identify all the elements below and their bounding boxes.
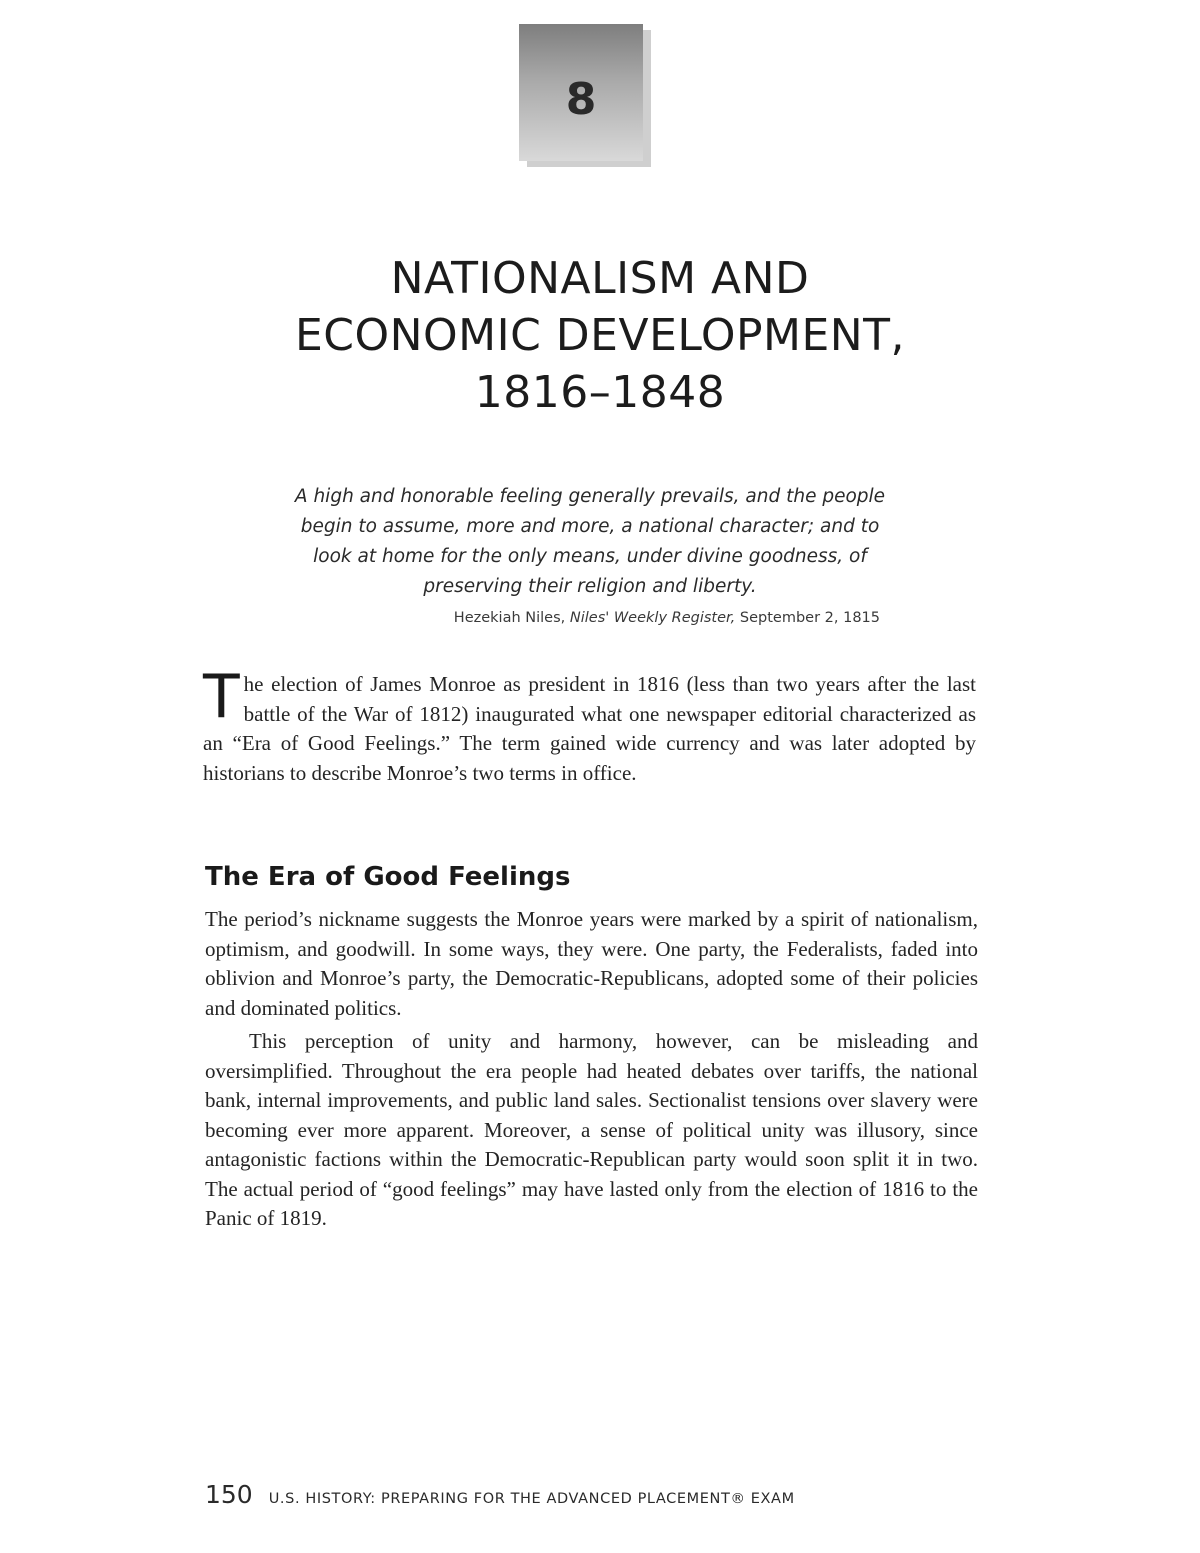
epigraph-line-2: begin to assume, more and more, a national character; and to: [300, 516, 880, 537]
chapter-number-box: [519, 24, 643, 161]
chapter-number: 8: [565, 74, 597, 125]
intro-text: he election of James Monroe as president in 1816 (less than two years after the last battle of the War of 1812) inaugurated what one newspaper editorial characterized as an “Era of Good Feelings.” The term gained wide currency and was later adopted by historians to describe Monroe’s two terms in office.: [203, 672, 976, 785]
chapter-title-line-2: ECONOMIC DEVELOPMENT,: [294, 310, 906, 361]
chapter-title-line-1: NATIONALISM AND: [390, 253, 810, 304]
attribution-date: September 2, 1815: [735, 610, 880, 626]
chapter-title: [0, 250, 1200, 421]
epigraph-line-4: preserving their religion and liberty.: [423, 576, 757, 597]
section-heading: The Era of Good Feelings: [205, 862, 571, 892]
epigraph-quote: [230, 482, 950, 602]
drop-cap: T: [203, 662, 240, 732]
epigraph-line-1: A high and honorable feeling generally prevails, and the people: [294, 486, 886, 507]
chapter-title-line-3: 1816–1848: [474, 367, 726, 418]
section-paragraph-1: The period’s nickname suggests the Monroe years were marked by a spirit of nationalism, optimism, and goodwill. In some ways, they were. One party, the Federalists, faded into oblivion and Monroe’s party, the Democratic-Republicans, adopted some of their policies and dominated politics.: [205, 907, 978, 1020]
section-body: [205, 905, 978, 1234]
epigraph-line-3: look at home for the only means, under divine goodness, of: [313, 546, 867, 567]
epigraph-attribution: [380, 610, 880, 626]
page-footer: [205, 1480, 795, 1509]
attribution-source: Niles' Weekly Register,: [569, 610, 736, 626]
attribution-author: Hezekiah Niles,: [453, 610, 570, 626]
intro-paragraph: [203, 662, 976, 788]
page-number: 150: [205, 1480, 253, 1509]
running-title: U.S. HISTORY: PREPARING FOR THE ADVANCED PLACEMENT® EXAM: [268, 1491, 795, 1507]
section-paragraph-2: This perception of unity and harmony, however, can be misleading and oversimplified. Throughout the era people had heated debates over tariffs, the national bank, internal improvements, and public land sales. Sectionalist tensions over slavery were becoming ever more apparent. Moreover, a sense of political unity was illusory, since antagonistic factions within the Democratic-Republican party would soon split it in two. The actual period of “good feelings” may have lasted only from the election of 1816 to the Panic of 1819.: [205, 1029, 978, 1230]
